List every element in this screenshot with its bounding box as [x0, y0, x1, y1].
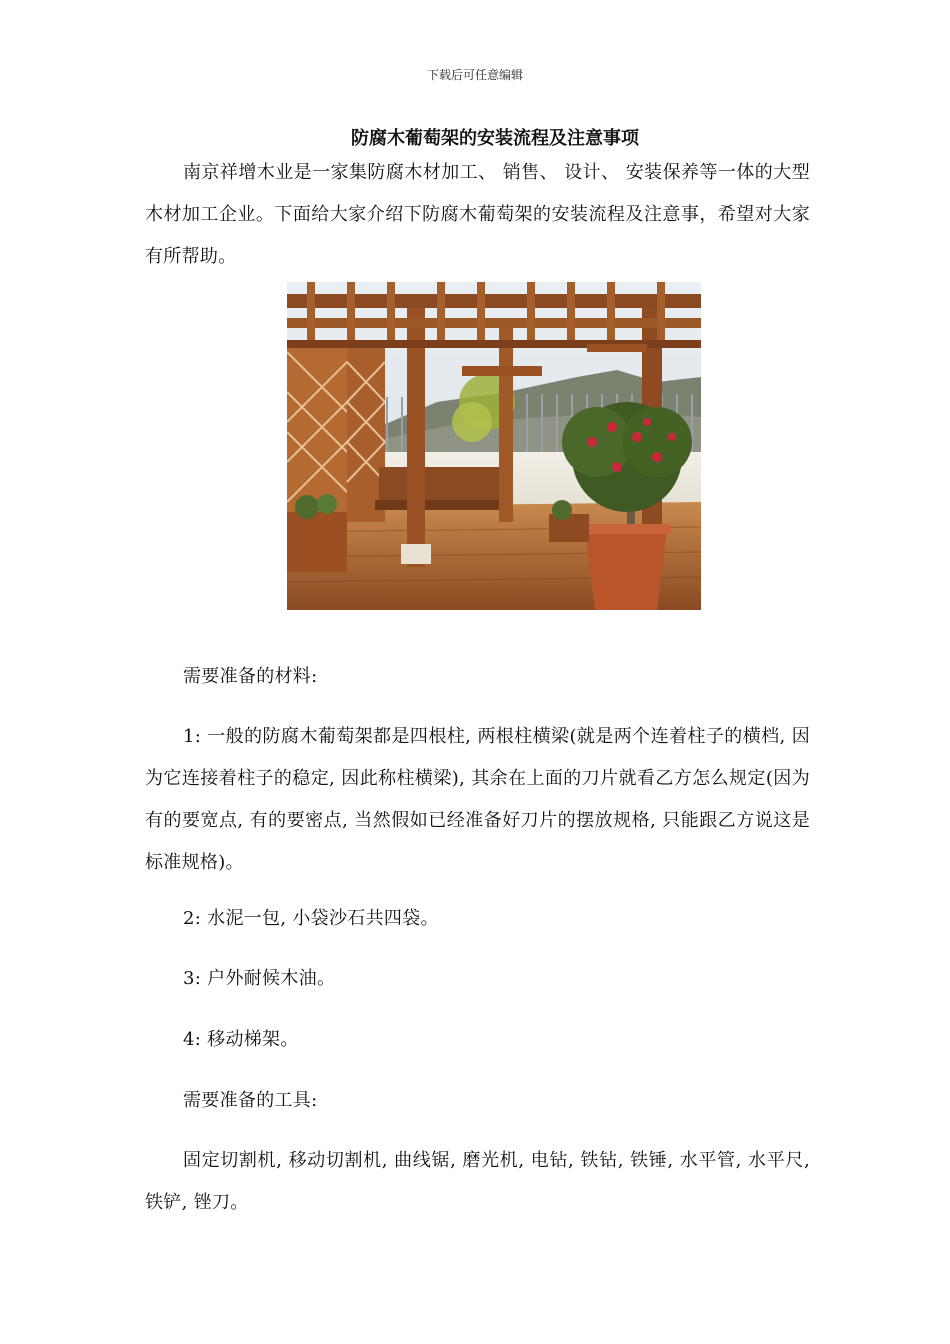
tools-heading: 需要准备的工具:: [183, 1090, 318, 1111]
tools-list: 固定切割机, 移动切割机, 曲线锯, 磨光机, 电钻, 铁钻, 铁锤, 水平管, 水平尺, 铁铲, 锉刀。: [145, 1150, 810, 1213]
intro-paragraph: 南京祥增木业是一家集防腐木材加工、 销售、 设计、 安装保养等一体的大型木材加工企业。下面给大家介绍下防腐木葡萄架的安装流程及注意事，希望对大家有所帮助。: [145, 162, 810, 267]
document-title: 防腐木葡萄架的安装流程及注意事项: [351, 128, 639, 149]
materials-heading: 需要准备的材料:: [183, 666, 318, 687]
pergola-photo: [287, 282, 701, 610]
materials-item-2: 2: 水泥一包, 小袋沙石共四袋。: [183, 908, 439, 929]
materials-item-1: 1: 一般的防腐木葡萄架都是四根柱, 两根柱横梁(就是两个连着柱子的横档, 因为它连接着柱子的稳定, 因此称柱横梁), 其余在上面的刀片就看乙方怎么规定(因为有的要宽点, 有的要密点, 当然假如已经准备好刀片的摆放规格, 只能跟乙方说这是标准规格)。: [145, 726, 810, 873]
header-note: 下载后可任意编辑: [426, 68, 523, 82]
materials-item-4: 4: 移动梯架。: [183, 1029, 299, 1050]
materials-item-3: 3: 户外耐候木油。: [183, 968, 336, 989]
